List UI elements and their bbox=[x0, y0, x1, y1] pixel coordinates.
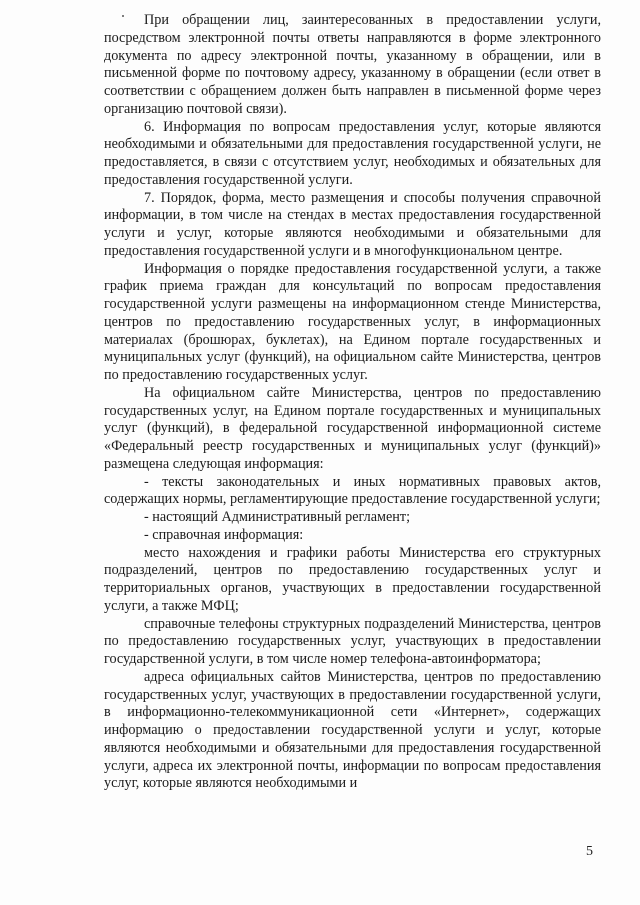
paragraph-official-site: На официальном сайте Министерства, центров по предоставлению государственных услуг, на Едином портале государственных и муниципальных услуг (функций), в федеральной государственной информационной системе «Федеральный реестр государственных и муниципальных услуг (функций)» размещена следующая информация: bbox=[104, 384, 601, 472]
paragraph-websites: адреса официальных сайтов Министерства, центров по предоставлению государственных услуг, участвующих в предоставлении государственной услуги, в информационно-телекоммуникационной сети «Интернет», содержащих информацию о предоставлении государственной услуги и услуг, которые являются необходимыми и обязательными для предоставления государственной услуги, адреса их электронной почты, информации по вопросам предоставления услуг, которые являются необходимыми и bbox=[104, 668, 601, 792]
page-number: 5 bbox=[586, 844, 593, 859]
paragraph-info-placement: Информация о порядке предоставления государственной услуги, а также график приема граждан для консультаций по вопросам предоставления государственной услуги размещены на информационном стенде Министерства, центров по предоставлению государственных услуг, в информационных материалах (брошюрах, буклетах), на Едином портале государственных и муниципальных услуг (функций), на официальном сайте Министерства, центров по предоставлению государственных услуг. bbox=[104, 260, 601, 383]
list-item-reference-info: - справочная информация: bbox=[144, 526, 304, 543]
paragraph-item-6: 6. Информация по вопросам предоставления услуг, которые являются необходимыми и обязательными для предоставления государственной услуги, не предоставляется, в связи с отсутствием услуг, необходимых и обязательных для предоставления государственной услуги. bbox=[104, 118, 601, 188]
list-item-regulation: - настоящий Административный регламент; bbox=[144, 509, 411, 525]
paragraph-phones: справочные телефоны структурных подразделений Министерства, центров по предоставлению государственных услуг, участвующих в предоставлении государственной услуги, в том числе номер телефона-автоинформатора; bbox=[104, 615, 601, 667]
paragraph-locations: место нахождения и графики работы Министерства его структурных подразделений, центров по предоставлению государственных услуг и территориальных органов, участвующих в предоставлении государственной услуги, а также МФЦ; bbox=[104, 544, 601, 614]
list-item-legal-acts: - тексты законодательных и иных нормативных правовых актов, содержащих нормы, регламентирующие предоставление государственной услуги; bbox=[104, 473, 601, 508]
paragraph-email-reply: При обращении лиц, заинтересованных в предоставлении услуги, посредством электронной почты ответы направляются в форме электронного документа по адресу электронной почты, указанному в обращении, или в письменной форме по почтовому адресу, указанному в обращении (если ответ в соответствии с обращением должен быть направлен в письменной форме через организацию почтовой связи). bbox=[104, 12, 601, 117]
document-body bbox=[104, 12, 601, 793]
paragraph-item-7: 7. Порядок, форма, место размещения и способы получения справочной информации, в том числе на стендах в местах предоставления государственной услуги и услуг, которые являются необходимыми и обязательными для предоставления государственной услуги и в многофункциональном центре. bbox=[104, 189, 601, 259]
